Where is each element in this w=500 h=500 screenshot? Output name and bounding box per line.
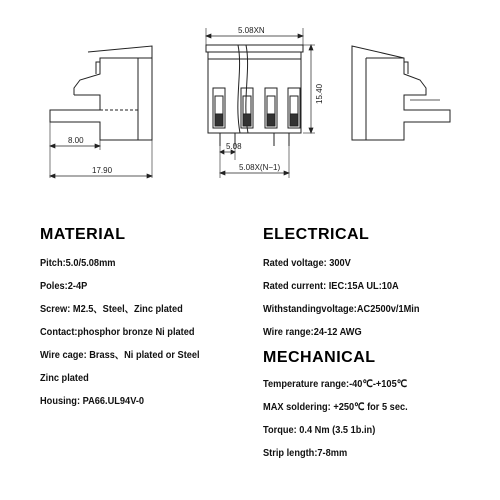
screw-slot xyxy=(267,96,275,114)
right-side-view xyxy=(352,46,450,140)
wire-cage xyxy=(215,114,223,126)
dim-depth-short-label: 8.00 xyxy=(68,136,84,145)
mechanical-list xyxy=(263,373,427,465)
material-heading: MATERIAL xyxy=(40,226,126,243)
material-item: Zinc plated xyxy=(40,372,89,384)
electrical-item: Rated voltage: 300V xyxy=(263,257,351,269)
material-item: Pitch:5.0/5.08mm xyxy=(40,257,116,269)
mechanical-item: Temperature range:-40℃-+105℃ xyxy=(263,378,408,390)
front-view xyxy=(206,28,315,178)
wire-cage xyxy=(290,114,298,126)
mechanical-item: Torque: 0.4 Nm (3.5 1b.in) xyxy=(263,424,376,436)
material-item: Poles:2-4P xyxy=(40,280,88,292)
dim-total-width-label: 5.08XN xyxy=(238,26,265,35)
material-item: Housing: PA66.UL94V-0 xyxy=(40,395,145,407)
left-side-view xyxy=(50,46,152,178)
screw-slot xyxy=(290,96,298,114)
screw-slot xyxy=(215,96,223,114)
wire-cage xyxy=(267,114,275,126)
material-item: Contact:phosphor bronze Ni plated xyxy=(40,326,195,338)
dim-height-label: 15.40 xyxy=(315,83,324,104)
mechanical-item: MAX soldering: +250℃ for 5 sec. xyxy=(263,401,408,413)
dim-height-line xyxy=(309,45,313,133)
material-list xyxy=(40,252,221,413)
electrical-item: Withstandingvoltage:AC2500v/1Min xyxy=(263,303,420,315)
dim-pitch-label: 5.08 xyxy=(226,142,242,151)
dim-depth-total-label: 17.90 xyxy=(92,166,113,175)
electrical-heading: ELECTRICAL xyxy=(263,226,370,243)
mechanical-item: Strip length:7-8mm xyxy=(263,447,348,459)
mechanical-heading: MECHANICAL xyxy=(263,349,376,366)
screw-slot xyxy=(243,96,251,114)
electrical-item: Rated current: IEC:15A UL:10A xyxy=(263,280,399,292)
wire-cage xyxy=(243,114,251,126)
electrical-item: Wire range:24-12 AWG xyxy=(263,326,362,338)
material-item: Screw: M2.5、Steel、Zinc plated xyxy=(40,303,183,315)
dim-pitch-formula-label: 5.08X(N−1) xyxy=(239,163,281,172)
technical-drawing xyxy=(0,0,500,200)
material-item: Wire cage: Brass、Ni plated or Steel xyxy=(40,349,200,361)
electrical-list xyxy=(263,252,441,344)
